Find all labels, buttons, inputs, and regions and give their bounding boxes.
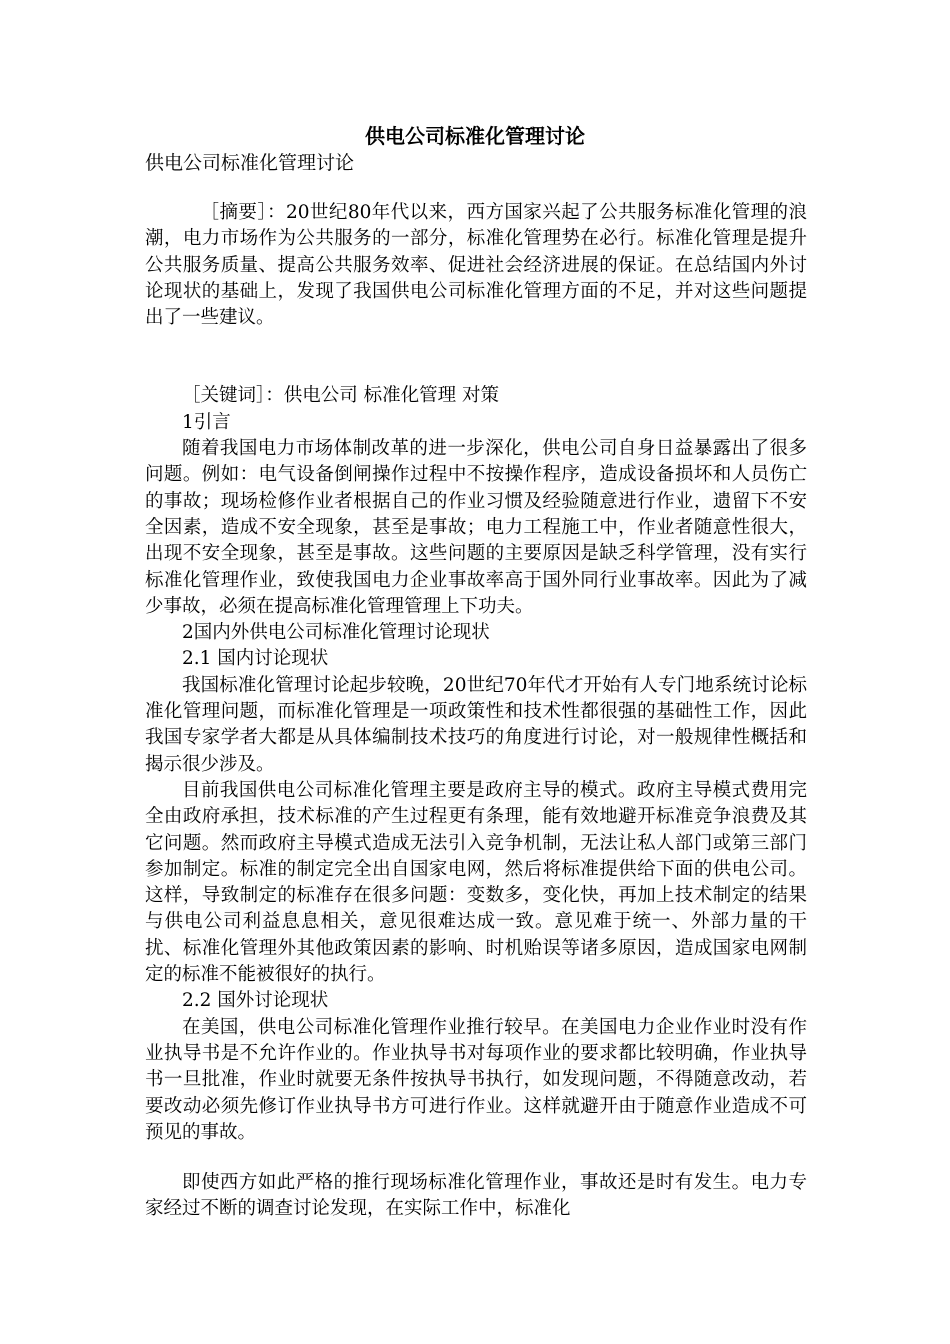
document-title: 供电公司标准化管理讨论 — [365, 124, 585, 148]
section-1-heading: 1引言 — [182, 411, 231, 433]
section-2-heading: 2国内外供电公司标准化管理讨论现状 — [182, 622, 490, 644]
section-2-1-paragraph-2: 目前我国供电公司标准化管理主要是政府主导的模式。政府主导模式费用完全由政府承担，技术标准的产生过程更有条理，能有效地避开标准竞争浪费及其它问题。然而政府主导模式造成无法引入竞争机制，无法让私人部门或第三部门参加制定。标准的制定完全出自国家电网，然后将标准提供给下面的供电公司。这样，导致制定的标准存在很多问题：变数多，变化快，再加上技术制定的结果与供电公司利益息息相关，意见很难达成一致。意见难于统一、外部力量的干扰、标准化管理外其他政策因素的影响、时机贻误等诸多原因，造成国家电网制定的标准不能被很好的执行。 — [145, 779, 807, 986]
section-1-paragraph-1: 随着我国电力市场体制改革的进一步深化，供电公司自身日益暴露出了很多问题。例如：电气设备倒闸操作过程中不按操作程序，造成设备损坏和人员伤亡的事故；现场检修作业者根据自己的作业习惯及经验随意进行作业，遗留下不安全因素，造成不安全现象，甚至是事故；电力工程施工中，作业者随意性很大，出现不安全现象，甚至是事故。这些问题的主要原因是缺乏科学管理，没有实行标准化管理作业，致使我国电力企业事故率高于国外同行业事故率。因此为了减少事故，必须在提高标准化管理管理上下功夫。 — [145, 438, 807, 617]
spacer — [145, 1146, 807, 1170]
abstract-paragraph: ［摘要］：20世纪80年代以来，西方国家兴起了公共服务标准化管理的浪潮，电力市场作为公共服务的一部分，标准化管理势在必行。标准化管理是提升公共服务质量、提高公共服务效率、促进社会经济进展的保证。在总结国内外讨论现状的基础上，发现了我国供电公司标准化管理方面的不足，并对这些问题提出了一些建议。 — [145, 202, 807, 329]
spacer — [145, 331, 807, 383]
document-subtitle: 供电公司标准化管理讨论 — [145, 152, 355, 174]
section-2-2-paragraph-1: 在美国，供电公司标准化管理作业推行较早。在美国电力企业作业时没有作业执导书是不允许作业的。作业执导书对每项作业的要求都比较明确，作业执导书一旦批准，作业时就要无条件按执导书执行，如发现问题，不得随意改动，若要改动必须先修订作业执导书方可进行作业。这样就避开由于随意作业造成不可预见的事故。 — [145, 1016, 807, 1143]
section-2-2-paragraph-2: 即使西方如此严格的推行现场标准化管理作业，事故还是时有发生。电力专家经过不断的调查讨论发现，在实际工作中，标准化 — [145, 1172, 807, 1220]
keywords-paragraph: ［关键词］：供电公司 标准化管理 对策 — [182, 385, 500, 407]
document-body — [145, 200, 807, 1223]
section-2-1-paragraph-1: 我国标准化管理讨论起步较晚，20世纪70年代才开始有人专门地系统讨论标准化管理问题，而标准化管理是一项政策性和技术性都很强的基础性工作，因此我国专家学者大都是从具体编制技术技巧的角度进行讨论，对一般规律性概括和揭示很少涉及。 — [145, 674, 807, 775]
section-2-2-heading: 2.2 国外讨论现状 — [182, 990, 329, 1012]
section-2-1-heading: 2.1 国内讨论现状 — [182, 648, 329, 670]
